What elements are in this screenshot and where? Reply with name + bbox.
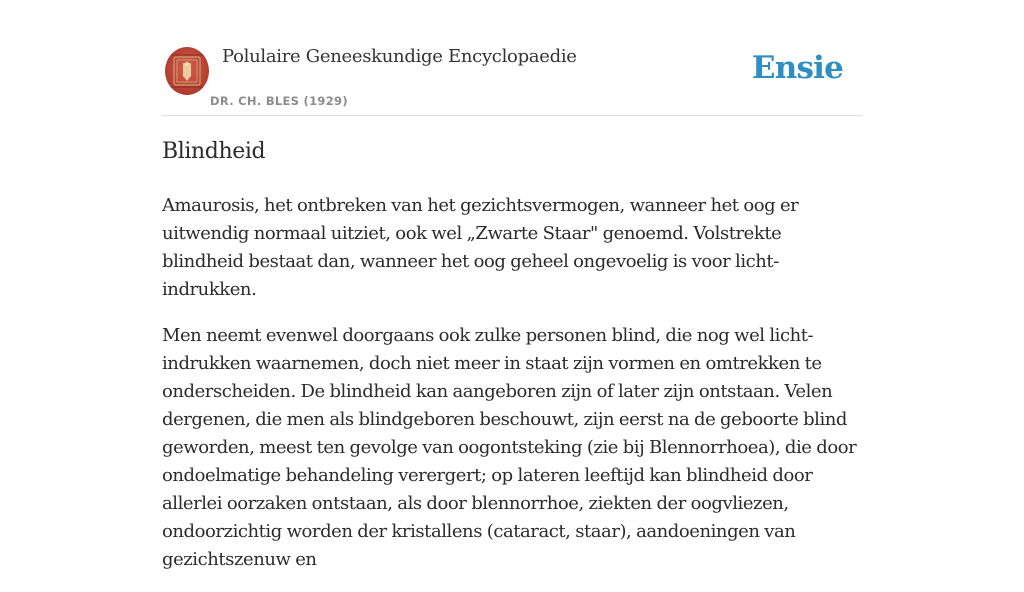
brand-logo[interactable]: Ensie — [751, 50, 843, 86]
author-byline: DR. CH. BLES (1929) — [210, 94, 348, 108]
header — [162, 0, 862, 116]
article-paragraph: Men neemt evenwel doorgaans ook zulke personen blind, die nog wel licht-indrukken waarnemen, doch niet meer in staat zijn vormen en omtrekken te onderscheiden. De blindheid kan aangeboren zijn of later zijn ontstaan. Velen dergenen, die men als blindgeboren beschouwt, zijn eerst na de geboorte blind geworden, meest ten gevolge van oogontsteking (zie bij Blennorrhoea), die door ondoelmatige behandeling verergert; op lateren leeftijd kan blindheid door allerlei oorzaken ontstaan, als door blennorrhoe, ziekten der oogvliezen, ondoorzichtig worden der kristallens (cataract, staar), aandoeningen van gezichtszenuw en — [162, 325, 857, 570]
article-body — [162, 192, 862, 592]
article-paragraph: Amaurosis, het ontbreken van het gezichtsvermogen, wanneer het oog er uitwendig normaal uitziet, ook wel „Zwarte Staar" genoemd. Volstrekte blindheid bestaat dan, wanneer het oog geheel ongevoelig is voor licht-indrukken. — [162, 195, 799, 300]
page — [162, 0, 862, 570]
article-title: Blindheid — [162, 139, 266, 164]
book-cover-emblem-icon[interactable] — [165, 47, 209, 95]
encyclopedia-title[interactable]: Polulaire Geneeskundige Encyclopaedie — [222, 46, 577, 67]
